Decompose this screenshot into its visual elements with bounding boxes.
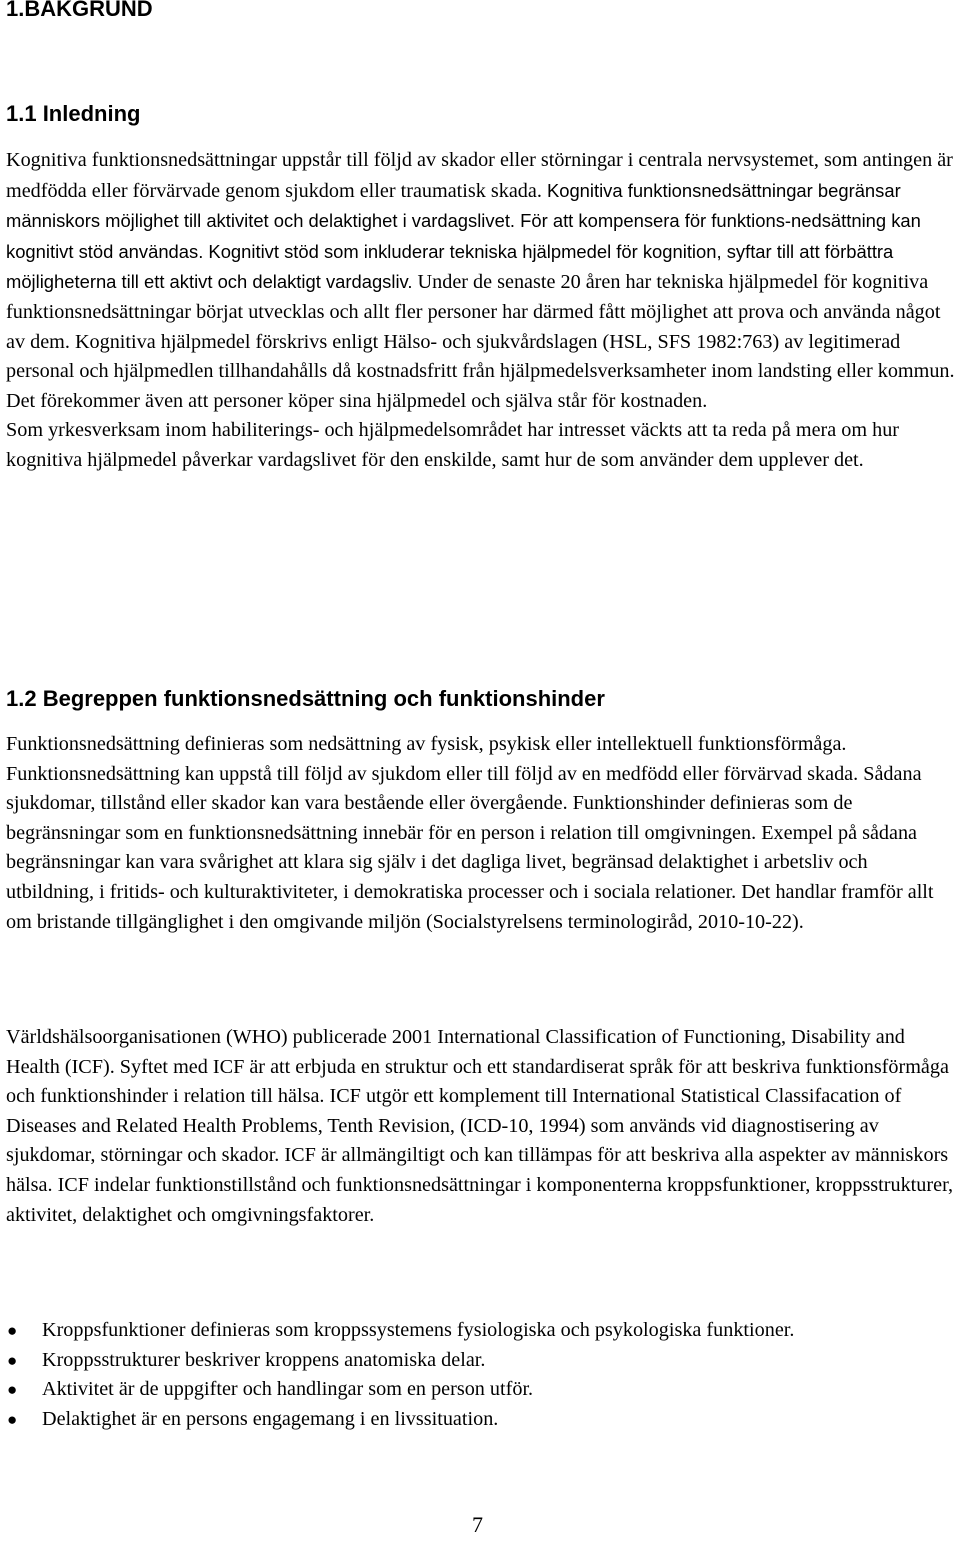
bullet-icon: ● — [7, 1350, 18, 1370]
main-heading: 1.BAKGRUND — [6, 0, 153, 21]
paragraph-inledning-intro: Kognitiva funktionsnedsättningar uppstår till följd av skador eller störningar i centrala nervsystemet, som antingen är medfödda eller förvärvade genom sjukdom eller traumatisk skada. — [6, 149, 953, 202]
bullet-icon: ● — [7, 1380, 18, 1400]
list-item — [6, 1316, 958, 1346]
list-item-text: Kroppsfunktioner definieras som kroppssystemens fysiologiska och psykologiska funktioner. — [42, 1319, 795, 1341]
paragraph-inledning-sans: Kognitiva funktionsnedsättningar begränsar människors möjlighet till aktivitet och delaktighet i vardagslivet. För att kompensera för funktions-nedsättning kan kognitivt stöd användas. Kognitivt stöd som inkluderar tekniska hjälpmedel för kognition, syftar till att förbättra möjligheterna till ett aktivt och delaktigt vardagsliv. — [6, 179, 921, 293]
list-item-text: Aktivitet är de uppgifter och handlingar som en person utför. — [42, 1378, 534, 1401]
bullet-icon: ● — [7, 1321, 18, 1340]
list-item — [6, 1346, 958, 1376]
page-number: 7 — [472, 1512, 483, 1537]
section-heading-inledning: 1.1 Inledning — [6, 101, 141, 126]
bullet-icon: ● — [7, 1409, 18, 1429]
paragraph-inledning-last: Som yrkesverksam inom habiliterings- och hjälpmedelsområdet har intresset väckts att ta reda på mera om hur kognitiva hjälpmedel påverkar vardagslivet för den enskilde, samt hur de som använder dem upplever det. — [6, 419, 900, 471]
list-item — [6, 1405, 958, 1435]
icf-component-list — [6, 1316, 958, 1434]
list-item — [6, 1375, 958, 1405]
paragraph-icf: Världshälsoorganisationen (WHO) publicerade 2001 International Classification of Functioning, Disability and Health (ICF). Syftet med ICF är att erbjuda en struktur och ett standardiserat språk för att beskriva funktionsförmåga och funktionshinder i relation till hälsa. ICF utgör ett komplement till International Statistical Classifacation of Diseases and Related Health Problems, Tenth Revision, (ICD-10, 1994) som används vid diagnostisering av sjukdomar, störningar och skador. ICF är allmängiltigt och kan tillämpas för att beskriva alla aspekter av människors hälsa. ICF indelar funktionstillstånd och funktionsnedsättningar i komponenterna kroppsfunktioner, kroppsstrukturer, aktivitet, delaktighet och omgivningsfaktorer. — [6, 1026, 954, 1226]
paragraph-inledning — [6, 146, 958, 476]
list-item-text: Kroppsstrukturer beskriver kroppens anatomiska delar. — [42, 1348, 486, 1371]
paragraph-inledning-rest: Under de senaste 20 åren har tekniska hjälpmedel för kognitiva funktionsnedsättningar börjat utvecklas och allt fler personer har därmed fått möjlighet att prova och använda något av dem. Kognitiva hjälpmedel förskrivs enligt Hälso- och sjukvårdslagen (HSL, SFS 1982:763) av legitimerad personal och hjälpmedlen tillhandahålls då kostnadsfritt från hjälpmedelsverksamheter inom landsting eller kommun. Det förekommer även att personer köper sina hjälpmedel och själva står för kostnaden. — [6, 271, 955, 412]
paragraph-funktionsnedsattning: Funktionsnedsättning definieras som nedsättning av fysisk, psykisk eller intellektuell funktionsförmåga. Funktionsnedsättning kan uppstå till följd av sjukdom eller till följd av en medfödd eller förvärvad skada. Sådana sjukdomar, tillstånd eller skador kan vara bestående eller övergående. Funktionshinder definieras som de begränsningar som en funktionsnedsättning innebär för en person i relation till omgivningen. Exempel på sådana begränsningar kan vara svårighet att klara sig själv i det dagliga livet, begränsad delaktighet i arbetsliv och utbildning, i fritids- och kulturaktiviteter, i demokratiska processer och i sociala relationer. Det handlar framför allt om bristande tillgänglighet i den omgivande miljön (Socialstyrelsens terminologiråd, 2010-10-22). — [6, 733, 934, 933]
list-item-text: Delaktighet är en persons engagemang i en livssituation. — [42, 1407, 499, 1430]
section-heading-begreppen: 1.2 Begreppen funktionsnedsättning och funktionshinder — [6, 686, 605, 711]
